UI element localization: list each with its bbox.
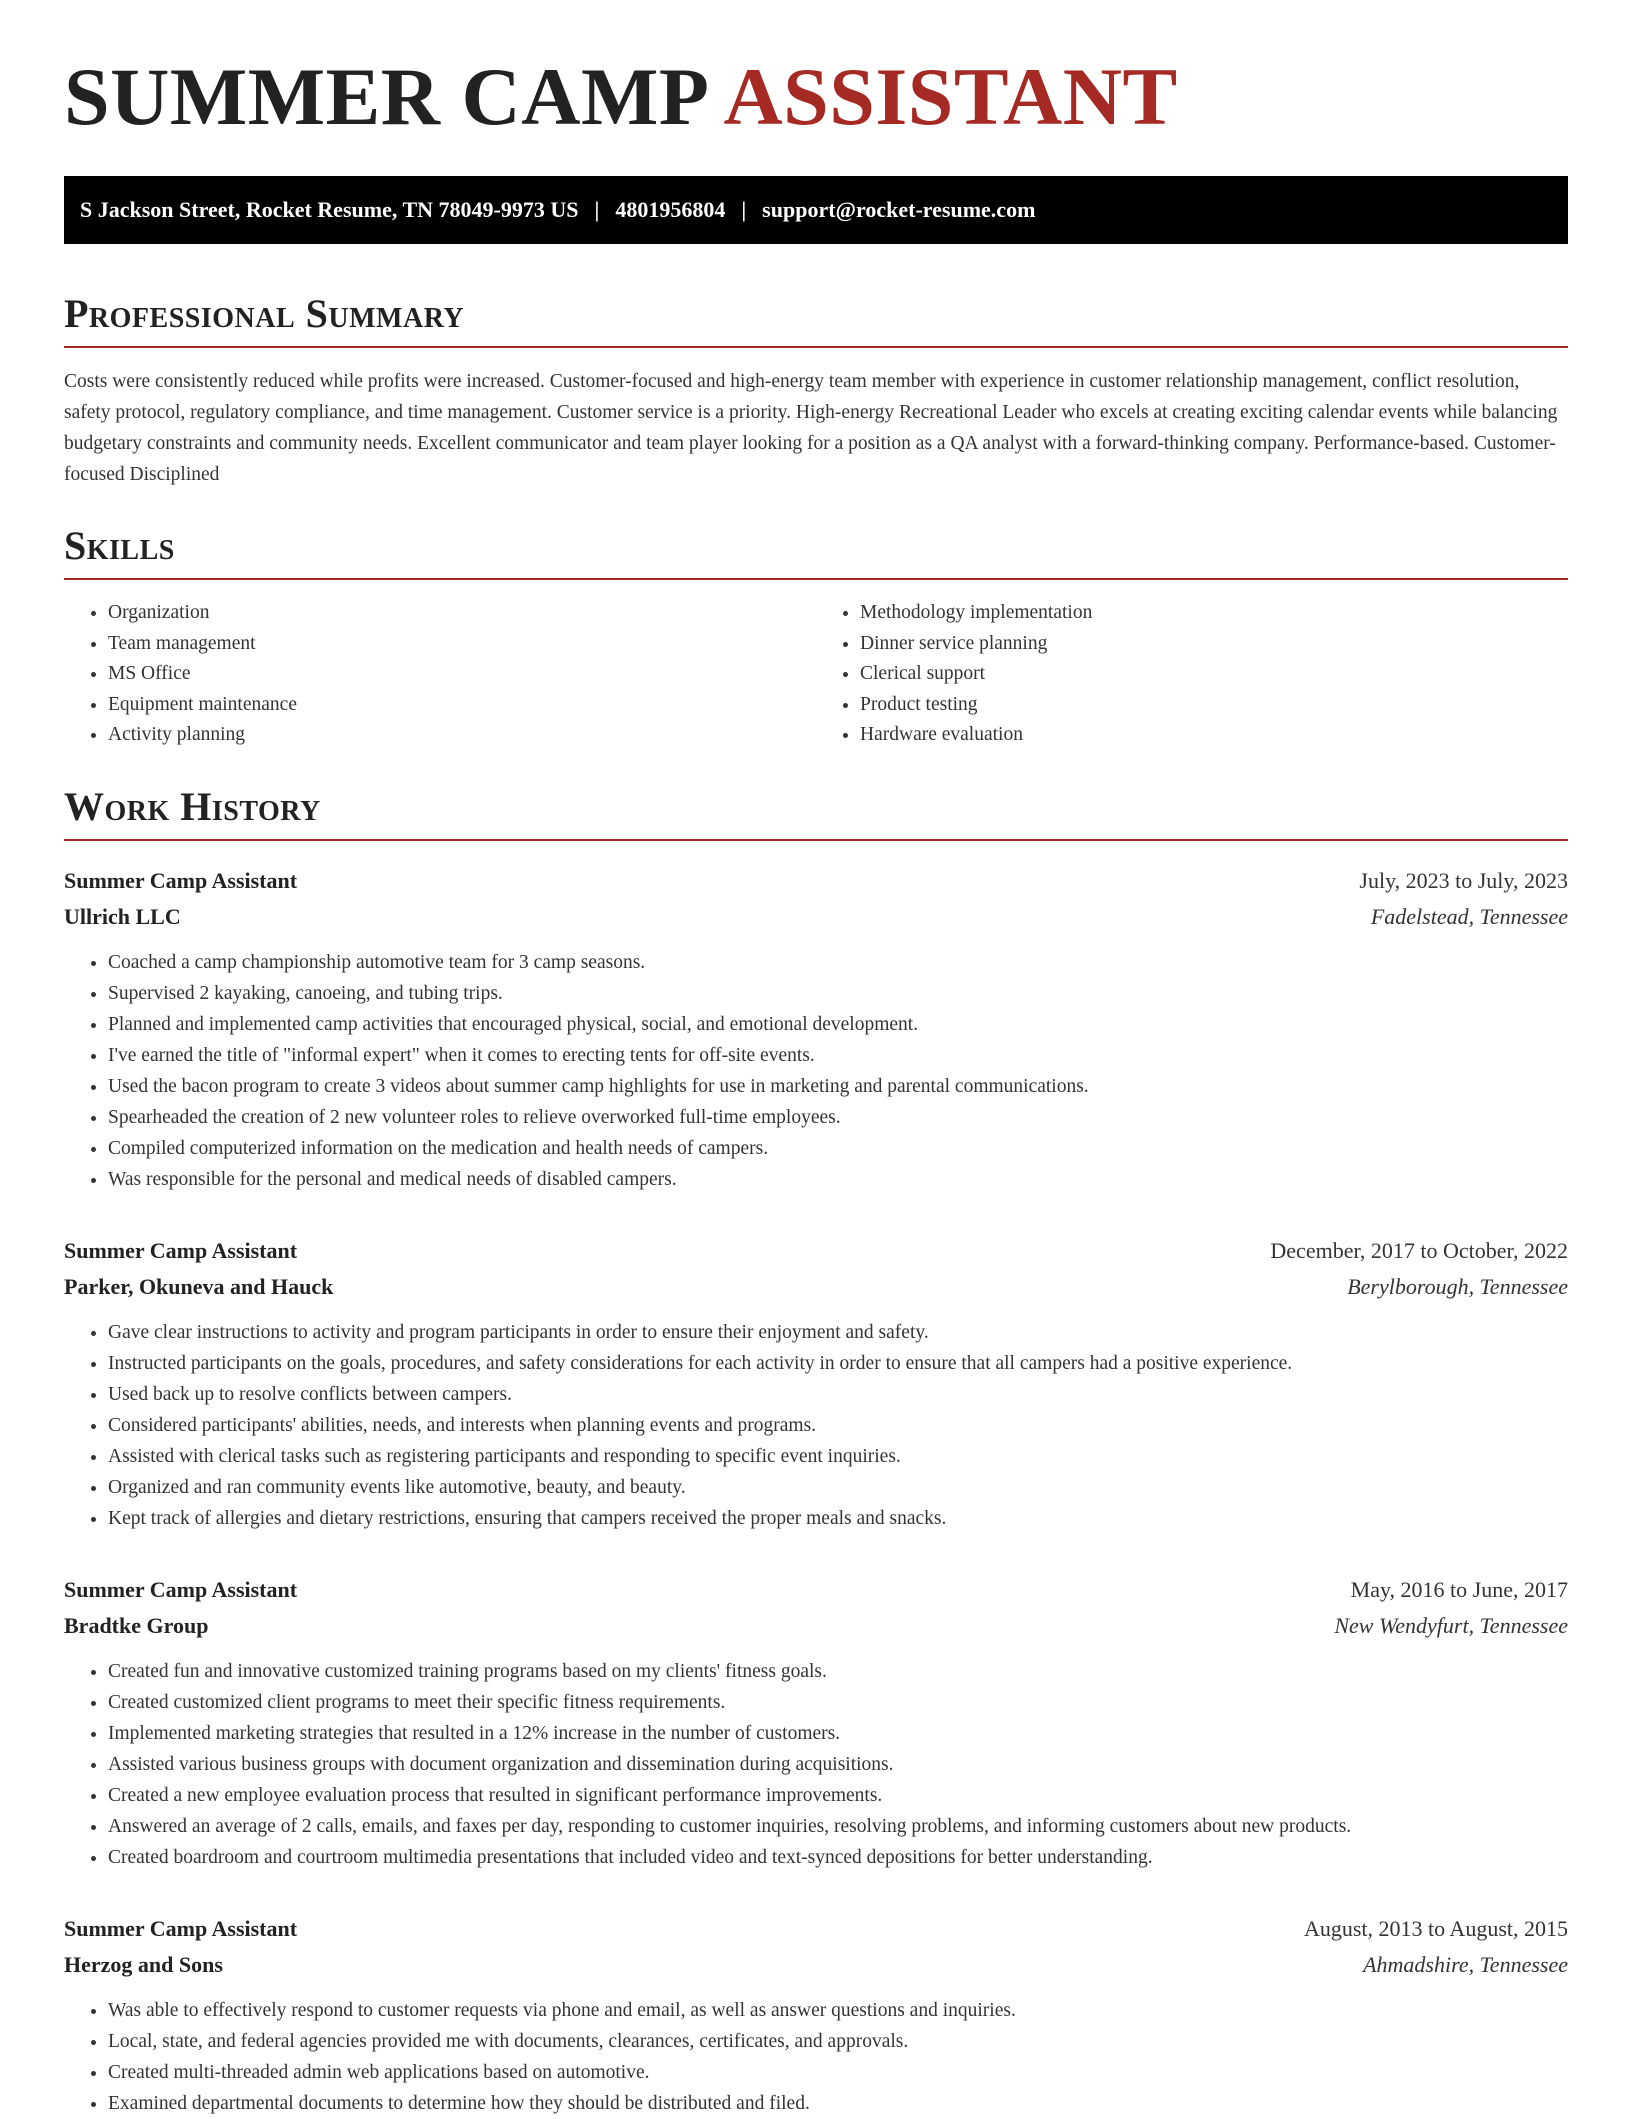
- skill-item: • Team management: [108, 629, 816, 660]
- skill-item: • MS Office: [108, 659, 816, 690]
- job-bullets: [64, 1317, 1568, 1534]
- job-dates: August, 2013 to August, 2015: [1303, 1915, 1568, 1941]
- section-title-skills: Skills: [64, 526, 1568, 580]
- job-entry: [64, 1572, 1568, 1873]
- skill-item: • Methodology implementation: [860, 598, 1568, 629]
- job-header-row: [64, 1233, 1568, 1269]
- job-title: Summer Camp Assistant: [64, 1237, 298, 1263]
- professional-summary-section: [64, 291, 1568, 490]
- job-bullet: • Created a new employee evaluation process that resulted in significant performance improvements.: [108, 1780, 1568, 1811]
- summary-text: Costs were consistently reduced while profits were increased. Customer-focused and high-energy team member with experience in customer relationship management, conflict resolution, safety protocol, regulatory compliance, and time management. Customer service is a priority. High-energy Recreational Leader who excels at creating exciting calendar events while balancing budgetary constraints and community needs. Excellent communicator and team player looking for a position as a QA analyst with a forward-thinking company. Performance-based. Customer-focused Disciplined: [64, 371, 1558, 485]
- job-bullet: • Gave clear instructions to activity and program participants in order to ensure their enjoyment and safety.: [108, 1317, 1568, 1348]
- job-bullet: • I've earned the title of "informal expert" when it comes to erecting tents for off-site events.: [108, 1040, 1568, 1071]
- job-location: Ahmadshire, Tennessee: [1363, 1951, 1568, 1977]
- contact-phone: 4801956804: [615, 197, 726, 222]
- skill-item: • Clerical support: [860, 659, 1568, 690]
- job-entry: [64, 1911, 1568, 2119]
- job-company: Parker, Okuneva and Hauck: [64, 1273, 334, 1299]
- job-entry: [64, 863, 1568, 1195]
- job-bullet: • Local, state, and federal agencies provided me with documents, clearances, certificates, and approvals.: [108, 2026, 1568, 2057]
- section-title-summary: Professional Summary: [64, 294, 1568, 348]
- job-header-row: [64, 863, 1568, 899]
- job-company: Herzog and Sons: [64, 1951, 223, 1977]
- job-bullet: • Assisted various business groups with document organization and dissemination during acquisitions.: [108, 1749, 1568, 1780]
- job-bullet: • Spearheaded the creation of 2 new volunteer roles to relieve overworked full-time employees.: [108, 1102, 1568, 1133]
- contact-separator: |: [741, 197, 747, 222]
- job-dates: July, 2023 to July, 2023: [1359, 867, 1568, 893]
- contact-email: support@rocket-resume.com: [762, 197, 1036, 222]
- job-bullet: • Supervised 2 kayaking, canoeing, and tubing trips.: [108, 978, 1568, 1009]
- job-bullet: • Answered an average of 2 calls, emails, and faxes per day, responding to customer inquiries, resolving problems, and informing customers about new products.: [108, 1811, 1568, 1842]
- job-subheader-row: [64, 899, 1568, 935]
- job-subheader-row: [64, 1947, 1568, 1983]
- job-bullet: • Compiled computerized information on the medication and health needs of campers.: [108, 1133, 1568, 1164]
- skills-column-right: [816, 598, 1568, 751]
- job-bullet: • Used the bacon program to create 3 videos about summer camp highlights for use in marketing and parental communications.: [108, 1071, 1568, 1102]
- skills-grid: [64, 598, 1568, 751]
- job-bullet: • Implemented marketing strategies that resulted in a 12% increase in the number of customers.: [108, 1718, 1568, 1749]
- job-bullet: • Was able to effectively respond to customer requests via phone and email, as well as answer questions and inquiries.: [108, 1995, 1568, 2026]
- job-bullet: • Coached a camp championship automotive team for 3 camp seasons.: [108, 947, 1568, 978]
- job-location: New Wendyfurt, Tennessee: [1334, 1612, 1568, 1638]
- job-header-row: [64, 1911, 1568, 1947]
- name-first: SUMMER CAMP: [64, 51, 710, 142]
- contact-address: S Jackson Street, Rocket Resume, TN 78049-9973 US: [80, 197, 579, 222]
- job-dates: December, 2017 to October, 2022: [1270, 1237, 1568, 1263]
- job-bullet: • Created boardroom and courtroom multimedia presentations that included video and text-synced depositions for better understanding.: [108, 1842, 1568, 1873]
- job-bullet: • Planned and implemented camp activities that encouraged physical, social, and emotional development.: [108, 1009, 1568, 1040]
- job-company: Bradtke Group: [64, 1612, 209, 1638]
- skills-section: [64, 523, 1568, 751]
- job-bullet: • Examined departmental documents to determine how they should be distributed and filed.: [108, 2088, 1568, 2119]
- work-history-section: [64, 783, 1568, 2119]
- job-header-row: [64, 1572, 1568, 1608]
- job-title: Summer Camp Assistant: [64, 1915, 298, 1941]
- job-bullet: • Created multi-threaded admin web applications based on automotive.: [108, 2057, 1568, 2088]
- skill-item: • Dinner service planning: [860, 629, 1568, 660]
- job-bullet: • Kept track of allergies and dietary restrictions, ensuring that campers received the proper meals and snacks.: [108, 1503, 1568, 1534]
- job-bullet: • Organized and ran community events like automotive, beauty, and beauty.: [108, 1472, 1568, 1503]
- skill-item: • Equipment maintenance: [108, 690, 816, 721]
- job-bullet: • Assisted with clerical tasks such as registering participants and responding to specific event inquiries.: [108, 1441, 1568, 1472]
- job-bullets: [64, 1995, 1568, 2119]
- job-bullet: • Was responsible for the personal and medical needs of disabled campers.: [108, 1164, 1568, 1195]
- job-entry: [64, 1233, 1568, 1534]
- skill-item: • Hardware evaluation: [860, 720, 1568, 751]
- job-bullet: • Created fun and innovative customized training programs based on my clients' fitness goals.: [108, 1656, 1568, 1687]
- job-bullet: • Considered participants' abilities, needs, and interests when planning events and programs.: [108, 1410, 1568, 1441]
- section-title-work-history: Work History: [64, 787, 1568, 841]
- skill-item: • Product testing: [860, 690, 1568, 721]
- job-bullet: • Created customized client programs to meet their specific fitness requirements.: [108, 1687, 1568, 1718]
- job-location: Berylborough, Tennessee: [1347, 1273, 1568, 1299]
- job-bullets: [64, 1656, 1568, 1873]
- skills-column-left: [64, 598, 816, 751]
- job-title: Summer Camp Assistant: [64, 867, 298, 893]
- job-bullets: [64, 947, 1568, 1195]
- job-bullet: • Instructed participants on the goals, procedures, and safety considerations for each activity in order to ensure that all campers had a positive experience.: [108, 1348, 1568, 1379]
- job-subheader-row: [64, 1608, 1568, 1644]
- job-location: Fadelstead, Tennessee: [1370, 903, 1568, 929]
- job-title: Summer Camp Assistant: [64, 1576, 298, 1602]
- skill-item: • Organization: [108, 598, 816, 629]
- contact-separator: |: [594, 197, 600, 222]
- job-dates: May, 2016 to June, 2017: [1350, 1576, 1568, 1602]
- job-bullet: • Used back up to resolve conflicts between campers.: [108, 1379, 1568, 1410]
- contact-bar: [64, 176, 1568, 244]
- name-last: ASSISTANT: [723, 51, 1178, 142]
- job-company: Ullrich LLC: [64, 903, 181, 929]
- skill-item: • Activity planning: [108, 720, 816, 751]
- resume-name: [64, 0, 1568, 146]
- job-subheader-row: [64, 1269, 1568, 1305]
